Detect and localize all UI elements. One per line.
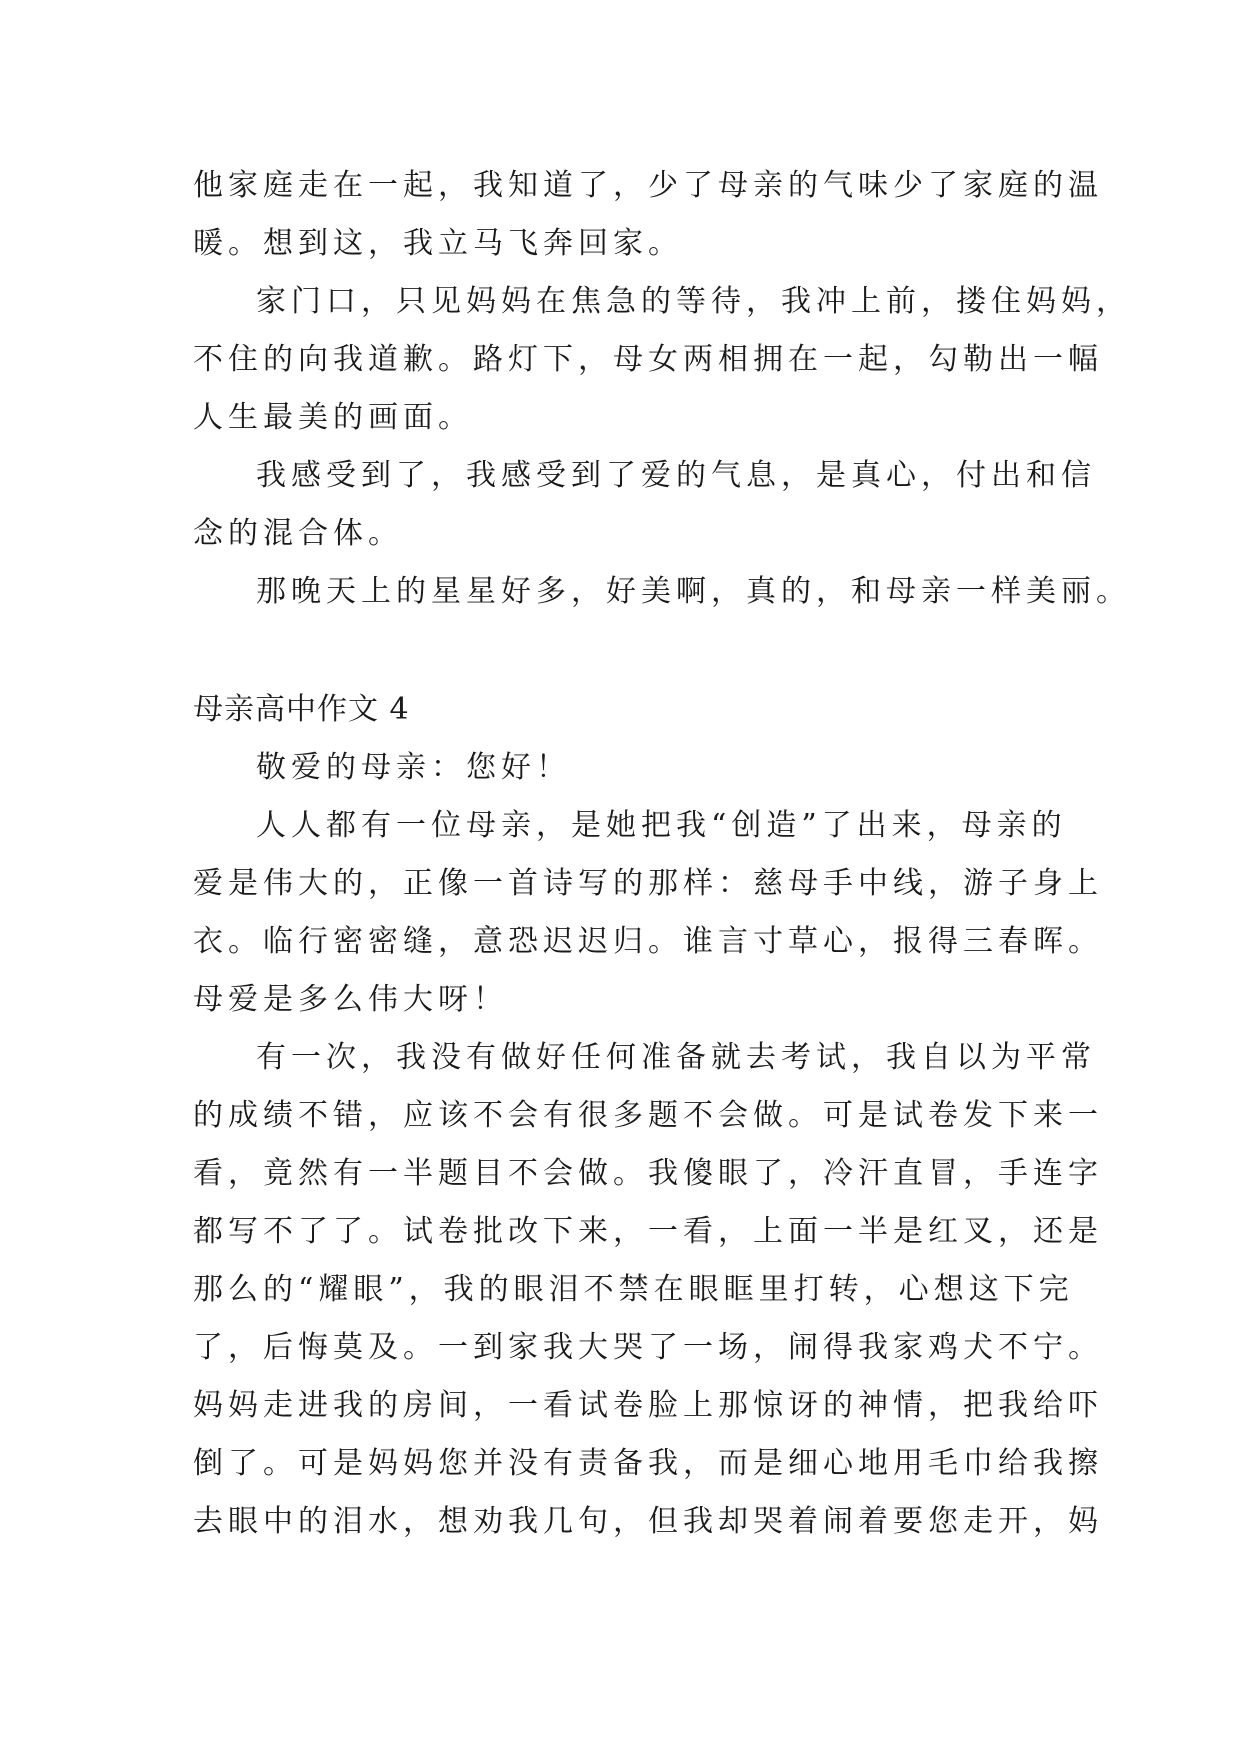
text-line: 不住的向我道歉。路灯下，母女两相拥在一起，勾勒出一幅	[193, 342, 1103, 377]
text-line: 看，竟然有一半题目不会做。我傻眼了，冷汗直冒，手连字	[193, 1156, 1103, 1191]
text-line: 的成绩不错，应该不会有很多题不会做。可是试卷发下来一	[193, 1098, 1103, 1133]
paragraph-start-line: 人人都有一位母亲，是她把我“创造”了出来，母亲的	[256, 808, 1067, 843]
text-line: 衣。临行密密缝，意恐迟迟归。谁言寸草心，报得三春晖。	[193, 924, 1103, 959]
text-line: 妈妈走进我的房间，一看试卷脸上那惊讶的神情，把我给吓	[193, 1388, 1103, 1423]
paragraph-start-line: 我感受到了，我感受到了爱的气息，是真心，付出和信	[256, 458, 1096, 493]
section-heading: 母亲高中作文 4	[193, 692, 410, 727]
text-line: 母爱是多么伟大呀！	[193, 982, 508, 1017]
text-line: 了，后悔莫及。一到家我大哭了一场，闹得我家鸡犬不宁。	[193, 1330, 1103, 1365]
text-line: 倒了。可是妈妈您并没有责备我，而是细心地用毛巾给我擦	[193, 1446, 1103, 1481]
text-line: 去眼中的泪水，想劝我几句，但我却哭着闹着要您走开，妈	[193, 1504, 1103, 1539]
text-line: 暖。想到这，我立马飞奔回家。	[193, 226, 683, 261]
text-line: 那么的“耀眼”，我的眼泪不禁在眼眶里打转，心想这下完	[193, 1272, 1074, 1307]
text-line: 都写不了了。试卷批改下来，一看，上面一半是红叉，还是	[193, 1214, 1103, 1249]
paragraph-start-line: 那晚天上的星星好多，好美啊，真的，和母亲一样美丽。	[256, 574, 1131, 609]
paragraph-start-line: 有一次，我没有做好任何准备就去考试，我自以为平常	[256, 1040, 1096, 1075]
paragraph-start-line: 家门口，只见妈妈在焦急的等待，我冲上前，搂住妈妈，	[256, 284, 1131, 319]
text-line: 他家庭走在一起，我知道了，少了母亲的气味少了家庭的温	[193, 168, 1103, 203]
text-line: 爱是伟大的，正像一首诗写的那样：慈母手中线，游子身上	[193, 866, 1103, 901]
text-line: 念的混合体。	[193, 516, 403, 551]
text-line: 人生最美的画面。	[193, 400, 473, 435]
salutation-line: 敬爱的母亲：您好！	[256, 750, 571, 785]
